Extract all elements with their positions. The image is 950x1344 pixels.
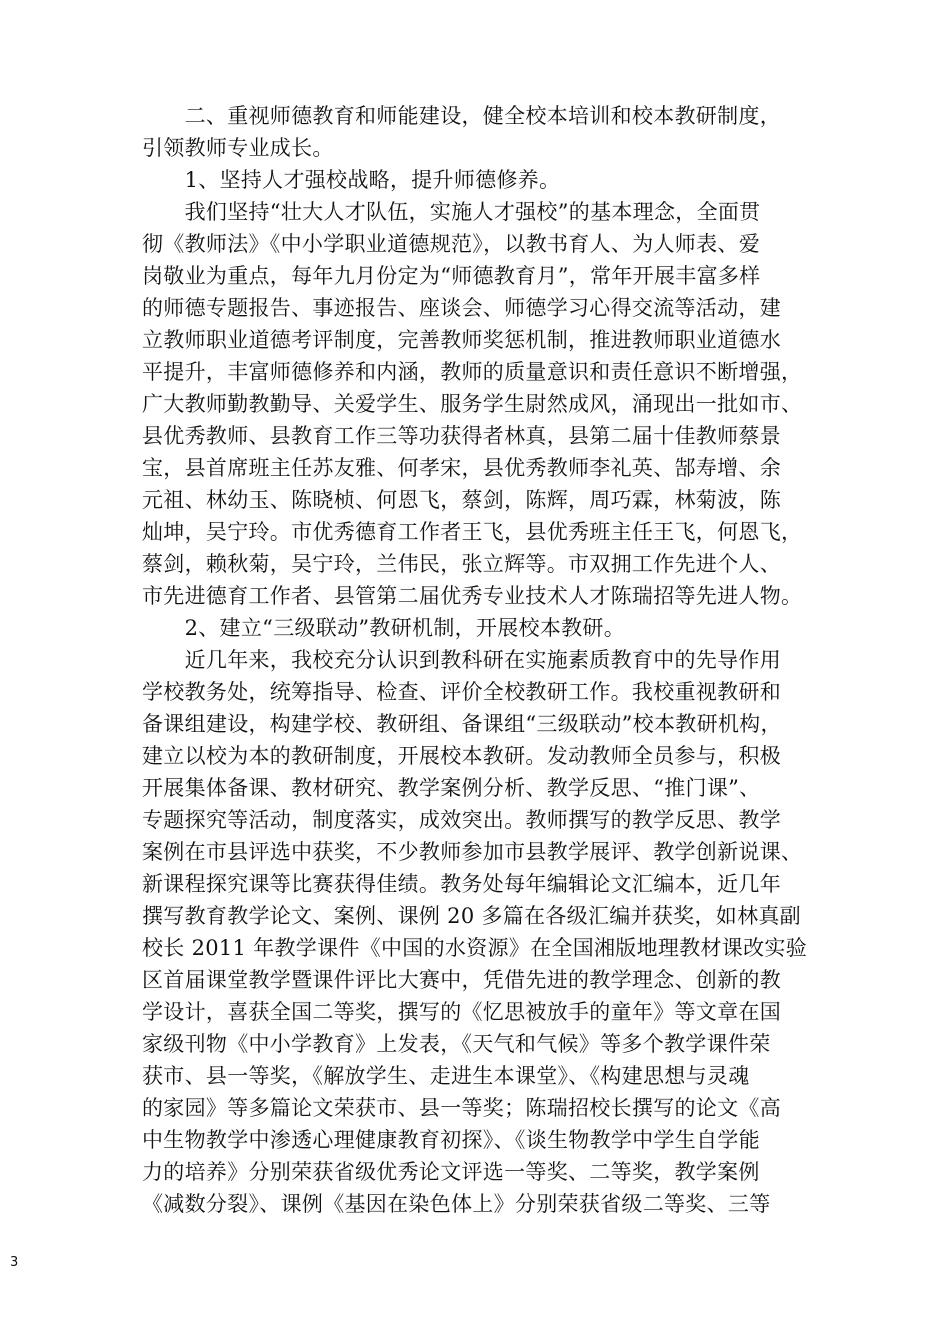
text-line: 学设计，喜获全国二等奖，撰写的《忆思被放手的童年》等文章在国 bbox=[142, 1000, 781, 1024]
text-line: 灿坤，吴宁玲。市优秀德育工作者王飞，县优秀班主任王飞，何恩飞， bbox=[142, 520, 803, 544]
text-line: 元祖、林幼玉、陈晓桢、何恩飞，蔡剑，陈辉，周巧霖，林菊波，陈 bbox=[142, 488, 781, 512]
page-number: 3 bbox=[10, 1255, 19, 1270]
text-line: 县优秀教师、县教育工作三等功获得者林真，县第二届十佳教师蔡景 bbox=[142, 424, 781, 448]
text-line: 二、重视师德教育和师能建设，健全校本培训和校本教研制度， bbox=[142, 104, 781, 128]
text-line: 专题探究等活动，制度落实，成效突出。教师撰写的教学反思、教学 bbox=[142, 808, 781, 832]
text-line: 2、建立“三级联动”教研机制，开展校本教研。 bbox=[142, 616, 626, 640]
text-line: 彻《教师法》《中小学职业道德规范》，以教书育人、为人师表、爱 bbox=[142, 232, 760, 256]
text-line: 撰写教育教学论文、案例、课例 20 多篇在各级汇编并获奖，如林真副 bbox=[142, 904, 801, 928]
text-line: 的师德专题报告、事迹报告、座谈会、师德学习心得交流等活动，建 bbox=[142, 296, 781, 320]
text-line: 近几年来，我校充分认识到教科研在实施素质教育中的先导作用 bbox=[142, 648, 781, 672]
text-line: 引领教师专业成长。 bbox=[142, 136, 334, 160]
text-line: 区首届课堂教学暨课件评比大赛中，凭借先进的教学理念、创新的教 bbox=[142, 968, 781, 992]
text-line: 《减数分裂》、课例《基因在染色体上》分别荣获省级二等奖、三等 bbox=[142, 1192, 771, 1216]
document-body bbox=[142, 100, 822, 1220]
text-line: 市先进德育工作者、县管第二届优秀专业技术人才陈瑞招等先进人物。 bbox=[142, 584, 803, 608]
text-line: 校长 2011 年教学课件《中国的水资源》在全国湘版地理教材课改实验 bbox=[142, 936, 807, 960]
text-line: 的家园》等多篇论文荣获市、县一等奖；陈瑞招校长撰写的论文《高 bbox=[142, 1096, 781, 1120]
text-line: 开展集体备课、教材研究、教学案例分析、教学反思、“推门课”、 bbox=[142, 776, 761, 800]
text-line: 蔡剑，赖秋菊，吴宁玲，兰伟民，张立辉等。市双拥工作先进个人、 bbox=[142, 552, 781, 576]
text-line: 宝，县首席班主任苏友雅、何孝宋，县优秀教师李礼英、郜寿增、余 bbox=[142, 456, 781, 480]
text-line: 获市、县一等奖，《解放学生、走进生本课堂》、《构建思想与灵魂 bbox=[142, 1064, 750, 1088]
text-line: 我们坚持“壮大人才队伍，实施人才强校”的基本理念，全面贯 bbox=[142, 200, 761, 224]
text-line: 建立以校为本的教研制度，开展校本教研。发动教师全员参与，积极 bbox=[142, 744, 781, 768]
text-line: 中生物教学中渗透心理健康教育初探》、《谈生物教学中学生自学能 bbox=[142, 1128, 760, 1152]
text-line: 案例在市县评选中获奖，不少教师参加市县教学展评、教学创新说课、 bbox=[142, 840, 803, 864]
text-line: 广大教师勤教勤导、关爱学生、服务学生尉然成风，涌现出一批如市、 bbox=[142, 392, 803, 416]
text-line: 平提升，丰富师德修养和内涵，教师的质量意识和责任意识不断增强， bbox=[142, 360, 803, 384]
text-line: 立教师职业道德考评制度，完善教师奖惩机制，推进教师职业道德水 bbox=[142, 328, 781, 352]
text-line: 学校教务处，统筹指导、检查、评价全校教研工作。我校重视教研和 bbox=[142, 680, 781, 704]
text-line: 1、坚持人才强校战略，提升师德修养。 bbox=[142, 168, 561, 192]
text-line: 家级刊物《中小学教育》上发表，《天气和气候》等多个教学课件荣 bbox=[142, 1032, 771, 1056]
text-line: 岗敬业为重点，每年九月份定为“师德教育月”，常年开展丰富多样 bbox=[142, 264, 761, 288]
text-line: 力的培养》分别荣获省级优秀论文评选一等奖、二等奖，教学案例 bbox=[142, 1160, 760, 1184]
text-line: 备课组建设，构建学校、教研组、备课组“三级联动”校本教研机构， bbox=[142, 712, 782, 736]
text-line: 新课程探究课等比赛获得佳绩。教务处每年编辑论文汇编本，近几年 bbox=[142, 872, 781, 896]
